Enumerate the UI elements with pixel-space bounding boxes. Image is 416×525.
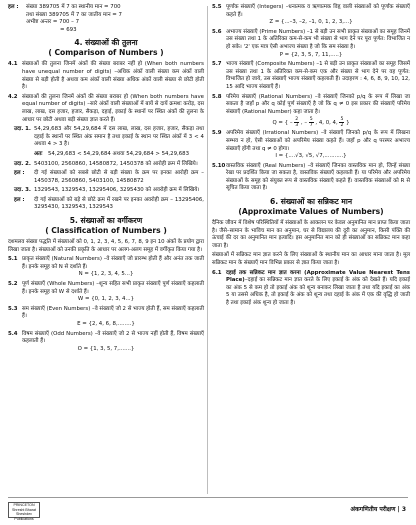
item-6-1-body xyxy=(226,270,410,308)
example-3-sol-label: हल : xyxy=(14,196,25,203)
item-6-1-text: –दहाई का सन्निकट मान ज्ञात करते के लिए इकाई के अंक को देखते हैं। यदि इकाई का अंक 5 से कम हो तो इकाई अंक को शून्य बनाकर लिखा जाता है तथा यदि इकाई का अंक 5 या उससे अधिक है, तो इकाई के अंक को शून्य तथा दहाई के अंक में एक की वृद्धि हो जाती है तथा इकाई अंक शून्य हो जाता है। xyxy=(226,277,410,306)
section-4-subheading: ( Comparison of Numbers ) xyxy=(48,48,164,58)
set-q-tail: , 4, 0, 4, xyxy=(315,120,338,127)
fraction-1-den: 3 xyxy=(295,123,299,129)
example-2 xyxy=(8,161,204,169)
set-q-comma-1: , xyxy=(300,120,305,127)
set-q xyxy=(212,117,410,128)
logo-line-2: Shresht Bharat xyxy=(12,507,36,512)
item-4-1 xyxy=(8,61,204,91)
fraction-2-den: 7 xyxy=(309,123,313,129)
solution-block xyxy=(8,4,204,34)
item-6-1 xyxy=(212,270,410,308)
section-4-heading: 4. संख्याओं की तुलना xyxy=(74,38,138,48)
item-6-1-title: दहाई तक सन्निकट मान ज्ञात करना (Approximate Value Nearest Tens Place) xyxy=(226,269,410,284)
fraction-1-num: 2 xyxy=(295,117,299,123)
section-5-subheading: ( Classification of Numbers ) xyxy=(45,226,167,236)
item-5-10 xyxy=(212,163,410,193)
set-q-brace-open: { xyxy=(284,120,290,127)
page-footer xyxy=(0,497,416,525)
item-5-2 xyxy=(8,281,204,296)
example-3 xyxy=(8,187,204,195)
solution-line-1: संख्या 389705 में 7 का स्थानीय मान = 700 xyxy=(26,4,121,10)
example-3-solution xyxy=(8,197,204,212)
set-q-neg-2: – xyxy=(304,120,308,127)
item-4-2-text: संख्याओं की तुलना जिनमें अंकों की संख्या बराबर हो (When both numbers have equal number of digits) –सारे अंकों वाली संख्याओं में बायें से दायें क्रमशः करोड़, दस लाख, लाख, दस हजार, हजार, सैकड़ा, दहाई, इकाई के स्थानों पर स्थित अंकों की तुलना के आधार पर छोटी अथवा बड़ी संख्या ज्ञात करते हैं। xyxy=(22,93,204,123)
set-q-brace-close: } xyxy=(346,120,350,127)
example-2-solution xyxy=(8,170,204,185)
set-z: Z = {...–3, –2, –1, 0, 1, 2, 3,...} xyxy=(269,19,353,26)
example-1-text: 54,29,683 और 54,29,684 में दस लाख, लाख, दस हजार, हजार, सैकड़ा तथा दहाई के स्थानों पर स्थित अंक समान है तथा इकाई के स्थान पर स्थित अंकों में 3 < 4 अथवा 4 > 3 है। xyxy=(34,126,204,148)
item-5-8 xyxy=(212,94,410,117)
item-5-8-number: 5.8 xyxy=(212,93,222,100)
solution-line-3: अभीष्ट अन्तर = 700 – 7 xyxy=(26,19,80,26)
example-1-atah: अतः xyxy=(34,150,43,157)
item-4-1-number: 4.1 xyxy=(8,61,18,68)
item-5-2-text: पूर्ण संख्याएँ (Whole Numbers) –शून्य सहित सभी प्राकृत संख्याएँ पूर्ण संख्याएँ कहलाती हैं। इनके समूह को W से दर्शाते हैं। xyxy=(22,281,204,295)
item-5-10-text: वास्तविक संख्याएँ (Real Numbers) –वे संख्याएँ जिनका वास्तविक मान हो, जिन्हें संख्या रेखा पर प्रदर्शित किया जा सकता है, वास्तविक संख्याएँ कहलाती हैं। या परिमेय और अपरिमेय संख्याओं के समूह को संयुक्त रूप से वास्तविक संख्याएँ कहते हैं। वास्तविक संख्याओं को R से सूचित किया जाता है। xyxy=(226,162,410,192)
item-5-7 xyxy=(212,61,410,91)
item-4-2 xyxy=(8,94,204,124)
example-2-sol-text: दी गई संख्याओं को सबसे छोटी से बड़ी संख्या के क्रम पर इनका आरोही क्रम – 1450378, 2560860, 5403100, 14580872 xyxy=(34,170,204,184)
fraction-2-num: 5 xyxy=(309,117,313,123)
item-5-4-text: विषम संख्याएँ (Odd Numbers) –वे संख्याएँ जो 2 से भाज्य नहीं होती हैं, विषम संख्याएँ कहलाती हैं। xyxy=(22,330,204,345)
item-5-2-number: 5.2 xyxy=(8,281,18,288)
example-2-label: उदा. 2. xyxy=(14,160,31,167)
item-5-8-text: परिमेय संख्याएँ (Rational Numbers) –वे संख्याएँ जिनको p/q के रूप में लिखा जा सकता है जहाँ p और q कोई पूर्ण संख्याएँ है जो कि q ≠ 0 इस प्रकार की संख्याएँ परिमेय संख्याएँ (Rational Number) कहा जाता है। xyxy=(226,93,410,115)
item-5-1-number: 5.1 xyxy=(8,256,18,263)
fraction-3-num: 5 xyxy=(340,117,344,123)
solution-label: हल : xyxy=(8,4,19,10)
item-5-3-number: 5.3 xyxy=(8,305,18,312)
item-4-2-number: 4.2 xyxy=(8,93,18,100)
item-5-4 xyxy=(8,331,204,346)
item-5-5 xyxy=(212,4,410,19)
example-2-sol-label: हल : xyxy=(14,170,25,177)
fraction-3 xyxy=(339,117,344,128)
item-5-7-number: 5.7 xyxy=(212,61,222,68)
set-e: E = {2, 4, 6, 8,........} xyxy=(77,321,135,327)
section-6-intro: दैनिक जीवन में विशेष परिस्थितियों में संख्याओं के आकलन पर केवल अनुमानित मान प्राप्त किया जाता है। जैसे–सामान के भाविच मान का अनुमान, घर से विद्यालय की दूरी का अनुमान, किसी पंक्ति की ऊंचाई की दर का अनुमानित मान इत्यादि। इस अनुमानित मान को ही संख्याओं का सन्निकट मान कहा जाता है। xyxy=(212,220,410,249)
item-5-10-number: 5.10 xyxy=(212,162,226,169)
item-5-6-number: 5.6 xyxy=(212,28,222,35)
solution-line-2: तथा संख्या 389705 में 7 का जातीय मान = 7 xyxy=(26,11,122,18)
item-5-3-text: सम संख्याएँ (Even Numbers) –वे संख्याएँ जो 2 से भाज्य होती हैं, सम संख्याएँ कहलाती हैं। xyxy=(22,305,205,320)
section-6-heading: 6. संख्याओं का सन्निकट मान xyxy=(269,197,353,207)
item-5-4-number: 5.4 xyxy=(8,330,18,337)
item-6-1-number: 6.1 xyxy=(212,269,222,276)
example-3-sol-text: दी गई संख्याओं को बड़े से छोटे क्रम में रखने पर इनका अवरोही क्रम – 13295406, 3295430, 1329543, 1329543 xyxy=(34,196,204,211)
section-5-heading: 5. संख्याओं का वर्गीकरण xyxy=(69,216,143,226)
left-column xyxy=(8,4,204,353)
example-3-text: 1329543, 1329543, 13295406, 3295430 को अवरोही क्रम में लिखिये। xyxy=(34,187,200,194)
footer-page-label: अंकगणितीय परीक्षण | 3 xyxy=(350,506,406,513)
set-o: O = {1, 3, 5, 7,.......} xyxy=(77,345,135,352)
example-1-result xyxy=(8,151,204,159)
fraction-3-den: 2 xyxy=(340,123,344,129)
item-5-7-text: भाज्य संख्याएँ (Composite Numbers) –1 से बड़ी उन प्राकृत संख्याओं का समूह जिसमें उस संख्या तथा 1 के अतिरिक्त कम-से-कम एक और संख्या से भाग देने पर वह पूर्णत: विभाजित हो जाये, उस संख्याएँ भाज्य संख्याएँ कहलाती हैं। उदाहरण : 4, 6, 8, 9, 10, 12, 15 आदि भाज्य संख्याएँ हैं। xyxy=(226,61,410,90)
logo-line-3: Sheshdev Publications xyxy=(14,512,34,521)
example-1-result-text: 54,29,683 < 54,29,684 अथवा 54,29,684 > 54,29,683 xyxy=(48,150,190,157)
example-1 xyxy=(8,126,204,149)
example-1-label: उदा. 1. xyxy=(14,126,31,133)
fraction-2 xyxy=(309,117,314,128)
item-5-6 xyxy=(212,29,410,52)
set-q-prefix: Q = xyxy=(272,120,283,127)
item-5-1 xyxy=(8,256,204,271)
column-divider xyxy=(207,6,208,494)
fraction-1 xyxy=(294,117,299,128)
set-i: I = {....√3, √5, √7,...........} xyxy=(275,153,347,160)
solution-line-4: = 693 xyxy=(60,26,77,33)
set-q-neg: – xyxy=(289,120,293,127)
item-5-9-number: 5.9 xyxy=(212,130,222,137)
set-w: W = {0, 1, 2, 3, 4...} xyxy=(77,296,135,303)
example-2-text: 5403100, 2560860, 14580872, 1450378 को आरोही क्रम में लिखिये। xyxy=(34,160,198,167)
item-5-5-number: 5.5 xyxy=(212,4,222,10)
item-5-9-text: अपरिमेय संख्याएँ (Irrational Numbers) –वे संख्याएँ जिनको p/q के रूप में लिखना सम्भव न हो, ऐसी संख्याओं को अपरिमेय संख्या कहते हैं। जहाँ p और q परस्पर अभाज्य संख्याएँ होंगी तथा q ≠ 0 होगा। xyxy=(226,130,410,152)
section-6-paragraph-2: संख्याओं में सन्निकट मान ज्ञात करने के लिए संख्याओं के स्थानीय मान का आधार माना जाता है। मूल सन्निकट मान के संख्याएँ मान विभिन्न प्रकार से ज्ञात किया जाता है। xyxy=(212,252,410,267)
item-5-1-text: प्राकृत संख्याएँ (Natural Numbers) –वे संख्याएँ जो प्रारम्भ होती हैं और अनंत तक जाती हैं। इनके समूह को N से दर्शाते हैं। xyxy=(22,256,204,270)
right-column xyxy=(212,4,410,308)
item-5-6-text: अभाज्य संख्याएँ (Prime Numbers) –1 से बड़ी उन सभी प्राकृत संख्याओं का समूह जिनमें उस संख्या तथा 1 के अतिरिक्त कम-से-कम भी संख्या से भाग देने पर पूरा पूर्णत: विभाजित न हो सके। '2' एक मात्र ऐसी अभाज्य संख्या है जो कि सम संख्या है। xyxy=(226,28,410,50)
item-5-3 xyxy=(8,306,204,321)
publisher-logo xyxy=(8,502,40,521)
item-5-5-text: पूर्णांक संख्याएँ (Integers) –धनात्मक व ऋणात्मक विहृ वाली संख्याओं को पूर्णांक संख्याएँ कहते हैं। xyxy=(226,4,410,18)
logo-line-1: PRINCETON xyxy=(13,503,35,507)
footer-rule xyxy=(8,497,408,498)
item-5-9 xyxy=(212,130,410,153)
section-6-subheading: (Approximate Values of Numbers) xyxy=(238,207,384,217)
example-3-label: उदा. 3. xyxy=(14,187,31,194)
set-p: P = {2, 3, 5, 7, 11,.....} xyxy=(279,51,343,58)
item-4-1-text: संख्याओं की तुलना जिनमें अंकों की संख्या बराबर नहीं हो (When both numbers have unequal number of digits) –अधिक अंकों वाली संख्या कम अंकों वाली संख्या से बड़ी होती है अथवा कम अंकों वाली संख्या अधिक अंकों वाली संख्या से छोटी होती है। xyxy=(22,61,204,91)
section-5-intro: दशमलव संख्या पद्धति में संख्याओं को 0, 1, 2, 3, 4, 5, 6, 7, 8, 9 इन 10 अंकों के प्रयोग द्वारा लिखा जाता है। संख्याओं को उनकी प्रकृति के आधार पर अलग-अलग समूह में वर्गीकृत किया गया है। xyxy=(8,239,204,253)
set-n: N = {1, 2, 3, 4, 5...} xyxy=(78,271,134,278)
